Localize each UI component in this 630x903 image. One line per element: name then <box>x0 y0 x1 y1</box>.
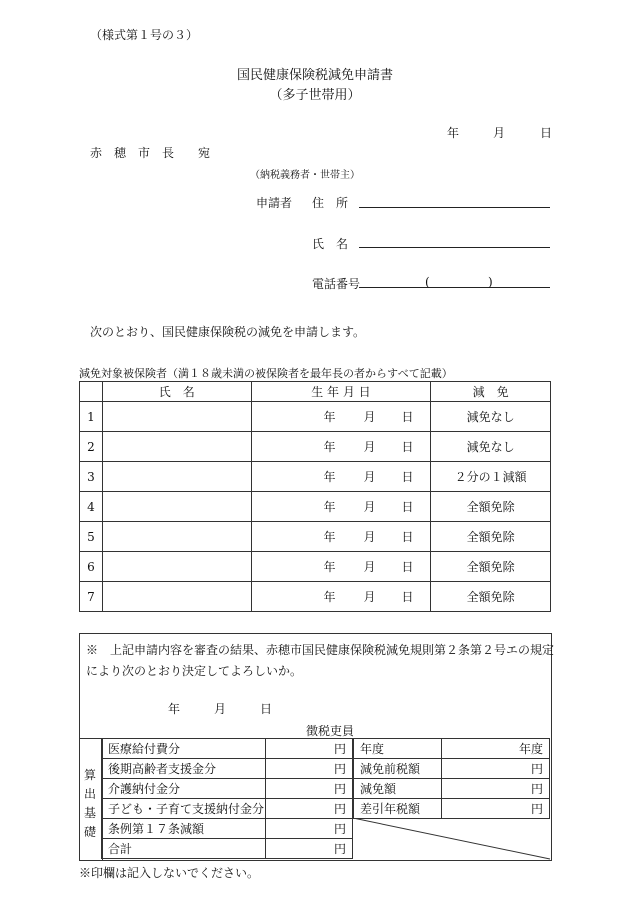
office-note-line1: ※ 上記申請内容を審査の結果、赤穂市国民健康保険税減免規則第２条第２号エの規定 <box>86 643 555 657</box>
basis-label <box>79 766 101 842</box>
addressee: 赤 穂 市 長 宛 <box>90 146 211 160</box>
header-reduction: 減 免 <box>431 382 551 402</box>
birth-day-unit: 日 <box>401 470 414 484</box>
insured-table-caption: 減免対象被保険者（満１８歳未満の被保険者を最年長の者からすべて記載） <box>79 367 453 380</box>
birth-year-unit: 年 <box>323 560 336 574</box>
calc-row-net-tax: 差引年税額 円 <box>354 799 550 819</box>
taxpayer-note: （納税義務者・世帯主） <box>250 170 360 181</box>
reduction-cell: 全額免除 <box>431 522 551 552</box>
birth-month-unit: 月 <box>363 530 376 544</box>
reduction-cell: ２分の１減額 <box>431 462 551 492</box>
row-number: 4 <box>80 492 103 522</box>
address-field[interactable] <box>359 207 550 208</box>
calc-row-fiscal-year: 年度 年度 <box>354 739 550 759</box>
row-number: 6 <box>80 552 103 582</box>
insured-name-cell[interactable] <box>102 492 251 522</box>
birth-year-unit: 年 <box>323 500 336 514</box>
row-number: 5 <box>80 522 103 552</box>
header-name: 氏 名 <box>102 382 251 402</box>
name-field[interactable] <box>359 247 550 248</box>
footer-note: ※印欄は記入しないでください。 <box>79 866 260 880</box>
birth-year-unit: 年 <box>323 410 336 424</box>
birth-day-unit: 日 <box>401 590 414 604</box>
birth-year-unit: 年 <box>323 590 336 604</box>
basis-char: 礎 <box>83 825 96 839</box>
row-number: 7 <box>80 582 103 612</box>
reduction-cell: 全額免除 <box>431 552 551 582</box>
birth-month-unit: 月 <box>363 470 376 484</box>
page-subtitle: （多子世帯用） <box>269 88 361 103</box>
calc-row-ordinance: 条例第１７条減額 円 <box>102 819 353 839</box>
birth-day-unit: 日 <box>401 560 414 574</box>
birth-day-unit: 日 <box>401 410 414 424</box>
birth-day-unit: 日 <box>401 500 414 514</box>
calc-row-child: 子ども・子育て支援納付金分 円 <box>102 799 353 819</box>
reduction-cell: 減免なし <box>431 432 551 462</box>
birth-day-unit: 日 <box>401 440 414 454</box>
basis-char: 基 <box>83 806 96 820</box>
row-number: 2 <box>80 432 103 462</box>
insured-name-cell[interactable] <box>102 552 251 582</box>
birth-month-unit: 月 <box>363 560 376 574</box>
form-number: （様式第１号の３） <box>90 28 199 42</box>
insured-name-cell[interactable] <box>102 582 251 612</box>
birthdate-cell[interactable] <box>251 402 431 432</box>
reduction-cell: 全額免除 <box>431 582 551 612</box>
table-row <box>80 492 551 522</box>
diagonal-blank-cell <box>353 818 551 860</box>
phone-paren-close: ) <box>488 275 493 289</box>
insured-name-cell[interactable] <box>102 462 251 492</box>
birthdate-cell[interactable] <box>251 432 431 462</box>
birth-month-unit: 月 <box>363 500 376 514</box>
date-year-label: 年 <box>447 126 460 140</box>
page-title: 国民健康保険税減免申請書 <box>236 68 393 83</box>
birth-month-unit: 月 <box>363 440 376 454</box>
office-date-month: 月 <box>214 702 227 716</box>
official-label: 徴税吏員 <box>306 724 355 738</box>
birth-month-unit: 月 <box>363 590 376 604</box>
insured-name-cell[interactable] <box>102 402 251 432</box>
birth-day-unit: 日 <box>401 530 414 544</box>
birthdate-cell[interactable] <box>251 522 431 552</box>
table-row <box>80 462 551 492</box>
reduction-cell: 減免なし <box>431 402 551 432</box>
insured-table-header <box>80 382 551 402</box>
request-text: 次のとおり、国民健康保険税の減免を申請します。 <box>90 325 366 339</box>
calc-row-medical: 医療給付費分 円 <box>102 739 353 759</box>
table-row <box>80 552 551 582</box>
basis-char: 算 <box>83 768 96 782</box>
birth-year-unit: 年 <box>323 440 336 454</box>
reduction-cell: 全額免除 <box>431 492 551 522</box>
calc-row-care: 介護納付金分 円 <box>102 779 353 799</box>
calc-row-reduction: 減免額 円 <box>354 779 550 799</box>
calc-left-table <box>101 738 353 859</box>
birthdate-cell[interactable] <box>251 552 431 582</box>
header-birthdate: 生 年 月 日 <box>251 382 431 402</box>
calc-right-table <box>353 738 550 819</box>
address-label: 住 所 <box>312 196 349 210</box>
row-number: 1 <box>80 402 103 432</box>
table-row <box>80 522 551 552</box>
calc-row-pre-tax: 減免前税額 円 <box>354 759 550 779</box>
row-number: 3 <box>80 462 103 492</box>
office-note-line2: により次のとおり決定してよろしいか。 <box>86 664 303 678</box>
phone-field[interactable] <box>359 287 550 288</box>
table-row <box>80 432 551 462</box>
insured-name-cell[interactable] <box>102 522 251 552</box>
table-row <box>80 582 551 612</box>
calc-row-total: 合計 円 <box>102 839 353 859</box>
table-row <box>80 402 551 432</box>
birthdate-cell[interactable] <box>251 462 431 492</box>
birth-year-unit: 年 <box>323 470 336 484</box>
birth-year-unit: 年 <box>323 530 336 544</box>
date-day-label: 日 <box>540 126 553 140</box>
applicant-label: 申請者 <box>256 196 293 210</box>
calc-row-elderly: 後期高齢者支援金分 円 <box>102 759 353 779</box>
birthdate-cell[interactable] <box>251 492 431 522</box>
insured-table <box>79 381 551 612</box>
basis-char: 出 <box>83 787 96 801</box>
birth-month-unit: 月 <box>363 410 376 424</box>
office-date-year: 年 <box>168 702 181 716</box>
name-label: 氏 名 <box>312 237 349 251</box>
office-date-day: 日 <box>260 702 273 716</box>
insured-name-cell[interactable] <box>102 432 251 462</box>
birthdate-cell[interactable] <box>251 582 431 612</box>
date-month-label: 月 <box>493 126 506 140</box>
phone-label: 電話番号 <box>312 277 361 291</box>
phone-paren-open: ( <box>425 275 430 289</box>
